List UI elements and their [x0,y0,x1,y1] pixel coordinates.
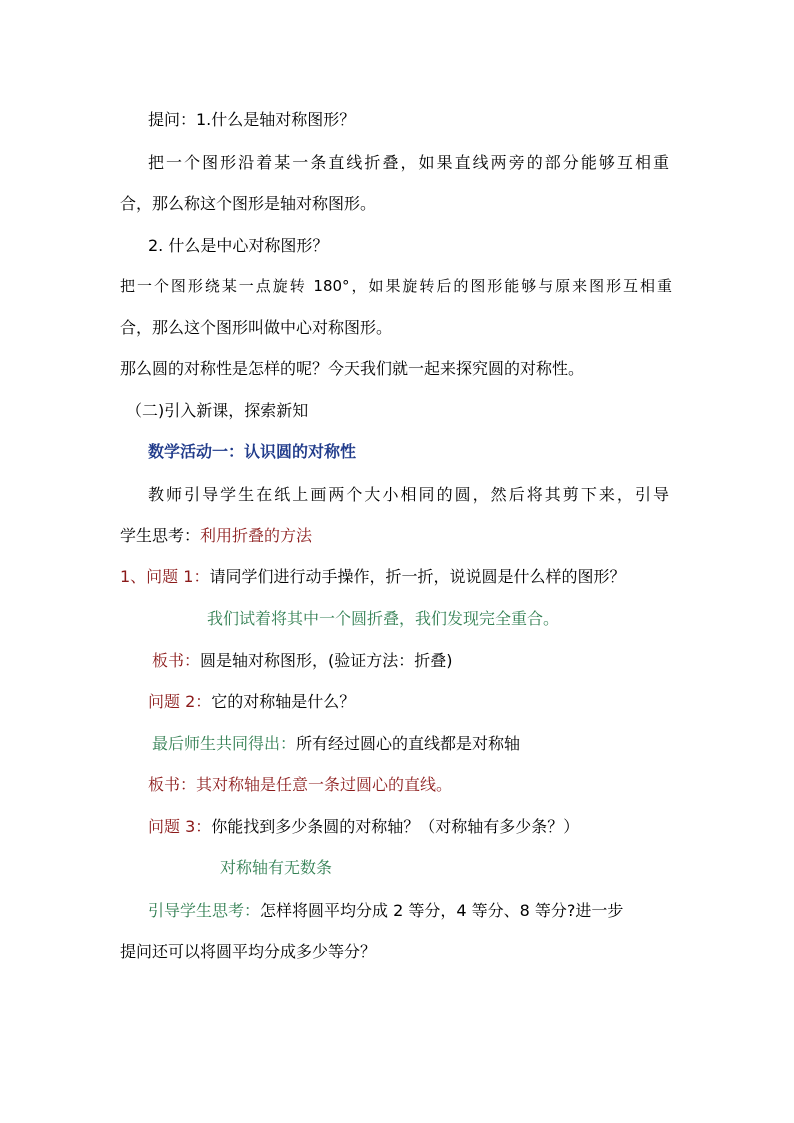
guide-think-text: 怎样将圆平均分成 2 等分，4 等分、8 等分?进一步 [260,901,624,920]
problem-3 [148,817,579,837]
activity-title: 数学活动一：认识圆的对称性 [148,442,357,461]
problem-1-label: 1、问题 1： [120,567,210,586]
definition-axis-line2: 合，那么称这个图形是轴对称图形。 [120,194,377,213]
board-note-2: 板书：其对称轴是任意一条过圆心的直线。 [148,775,453,794]
intro-question: 那么圆的对称性是怎样的呢？今天我们就一起来探究圆的对称性。 [120,359,585,378]
conclusion-label: 最后师生共同得出： [152,734,297,753]
guide-think-label: 引导学生思考： [148,901,261,920]
conclusion [152,734,520,754]
board-label-1: 板书： [152,651,201,670]
definition-central-line1: 把一个图形绕某一点旋转 180°，如果旋转后的图形能够与原来图形互相重 [120,277,672,295]
problem-3-label: 问题 3： [148,817,212,836]
problem-1 [120,567,625,587]
board-note-1 [152,651,453,671]
infinite-axes: 对称轴有无数条 [220,858,333,877]
problem-2-label: 问题 2： [148,692,212,711]
definition-axis-line1: 把一个图形沿着某一条直线折叠，如果直线两旁的部分能够互相重 [148,153,669,172]
problem-1-text: 请同学们进行动手操作，折一折，说说圆是什么样的图形？ [209,567,626,586]
fold-result: 我们试着将其中一个圆折叠，我们发现完全重合。 [207,609,560,628]
problem-3-text: 你能找到多少条圆的对称轴？（对称轴有多少条？） [211,817,580,836]
definition-central-line2: 合，那么这个图形叫做中心对称图形。 [120,318,393,337]
think-label: 学生思考： [120,526,201,545]
question-2: 2. 什么是中心对称图形？ [148,236,329,255]
question-1: 提问：1.什么是轴对称图形？ [148,110,356,129]
board-text-1: 圆是轴对称图形，(验证方法：折叠) [200,651,453,670]
fold-method: 利用折叠的方法 [200,526,313,545]
problem-2-text: 它的对称轴是什么？ [211,692,356,711]
guide-think-line1 [148,901,623,921]
problem-2 [148,692,355,712]
conclusion-text: 所有经过圆心的直线都是对称轴 [296,734,521,753]
teacher-guide-line2 [120,526,312,546]
teacher-guide-line1: 教师引导学生在纸上画两个大小相同的圆，然后将其剪下来，引导 [148,485,669,504]
guide-think-line2: 提问还可以将圆平均分成多少等分？ [120,942,377,961]
section-heading: （二)引入新课，探索新知 [126,401,309,420]
